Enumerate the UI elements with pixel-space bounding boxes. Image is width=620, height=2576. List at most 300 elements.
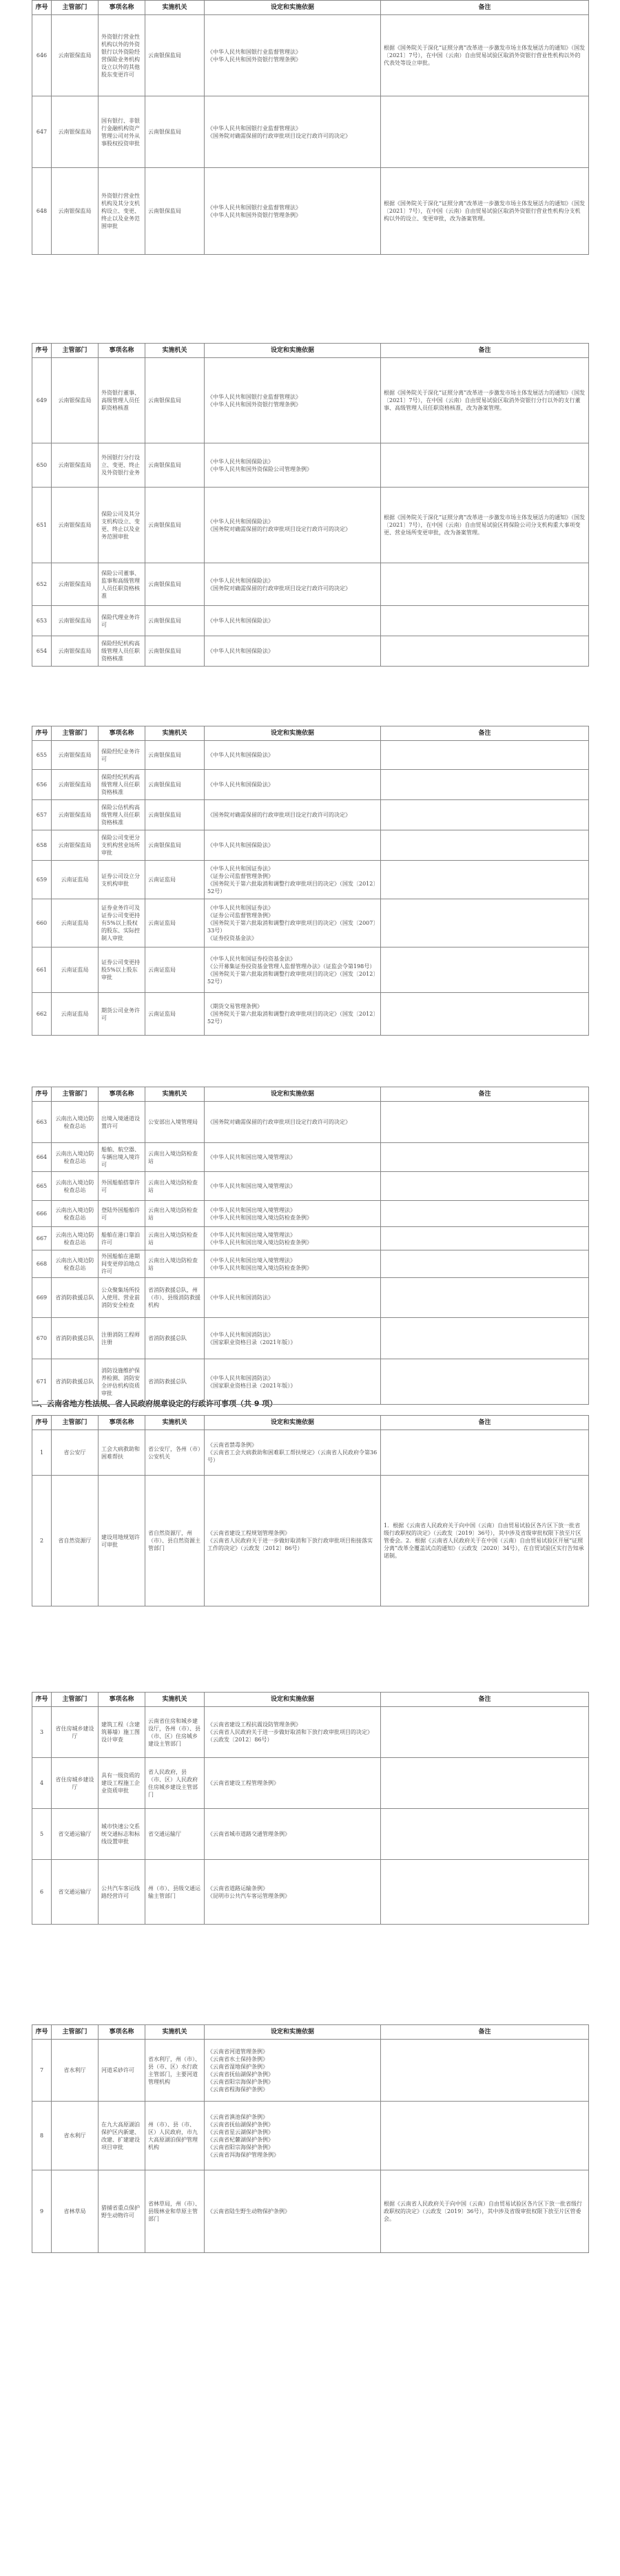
row-number: 7 [32, 2040, 52, 2102]
basis-line: 《中华人民共和国出境入境管理法》 [207, 1154, 296, 1160]
row-number: 660 [32, 899, 52, 947]
row-item-name: 外资银行董事、高级管理人员任职资格核准 [99, 358, 145, 443]
row-item-name: 建设用地规划许可审批 [99, 1476, 145, 1606]
row-note [381, 861, 589, 899]
row-number: 6 [32, 1860, 52, 1925]
row-number: 648 [32, 168, 52, 255]
table-row [32, 15, 589, 96]
basis-line: 《证券公司监督管理条例》 [207, 912, 273, 919]
table-block [32, 2024, 588, 2253]
row-department: 云南证监局 [52, 861, 99, 899]
row-authority: 云南证监局 [145, 947, 205, 993]
row-number: 646 [32, 15, 52, 96]
row-authority: 云南出入境边防检查站 [145, 1201, 205, 1227]
basis-line: 《云南省阳宗海保护条例》 [207, 2078, 273, 2085]
header-dept: 主管部门 [52, 1693, 99, 1707]
header-org: 实施机关 [145, 344, 205, 358]
basis-line: 《中华人民共和国出境入境边防检查条例》 [207, 1264, 312, 1271]
row-number: 3 [32, 1707, 52, 1758]
header-dept: 主管部门 [52, 344, 99, 358]
row-basis [205, 488, 381, 563]
table-block [32, 1087, 588, 1405]
row-basis [205, 770, 381, 800]
section-title: 二、云南省地方性法规、省人民政府规章设定的行政许可事项（共 9 项） [32, 1399, 278, 1408]
row-basis [205, 993, 381, 1036]
header-note: 备注 [381, 1693, 589, 1707]
basis-line: 《云南省禁毒条例》 [207, 1442, 257, 1448]
header-item: 事项名称 [99, 2025, 145, 2040]
row-department: 云南银保监局 [52, 800, 99, 830]
row-department: 云南银保监局 [52, 830, 99, 861]
row-department: 省消防救援总队 [52, 1278, 99, 1318]
row-note [381, 1318, 589, 1359]
basis-line: 《云南省星云湖保护条例》 [207, 2128, 273, 2135]
row-basis [205, 1758, 381, 1809]
row-item-name: 保险公估机构高级管理人员任职资格核准 [99, 800, 145, 830]
row-department: 云南出入境边防检查总站 [52, 1172, 99, 1201]
row-authority: 省林草局，州（市）、县级林业和草原主管部门 [145, 2170, 205, 2253]
row-authority: 省消防救援总队，州（市）、县级消防救援机构 [145, 1278, 205, 1318]
row-authority: 云南银保监局 [145, 15, 205, 96]
header-basis: 设定和实施依据 [205, 1693, 381, 1707]
row-basis [205, 2102, 381, 2170]
table-row [32, 993, 589, 1036]
header-dept: 主管部门 [52, 1087, 99, 1102]
row-number: 659 [32, 861, 52, 899]
basis-line: 《云南省阳宗海保护条例》 [207, 2144, 273, 2150]
row-item-name: 外国船舶搭靠许可 [99, 1172, 145, 1201]
table-row [32, 168, 589, 255]
basis-line: 《中华人民共和国出境入境管理法》 [207, 1231, 296, 1238]
header-org: 实施机关 [145, 1693, 205, 1707]
row-note [381, 1250, 589, 1278]
row-department: 云南银保监局 [52, 741, 99, 770]
header-item: 事项名称 [99, 1, 145, 15]
row-authority: 云南银保监局 [145, 358, 205, 443]
row-item-name: 保险经纪机构高级管理人员任职资格核准 [99, 636, 145, 667]
row-authority: 省交通运输厅 [145, 1809, 205, 1860]
row-note [381, 800, 589, 830]
row-authority: 云南银保监局 [145, 800, 205, 830]
header-row [32, 1087, 589, 1102]
basis-line: 《中华人民共和国银行业监督管理法》 [207, 204, 301, 211]
row-note: 1．根据《云南省人民政府关于向中国（云南）自由贸易试验区各片区下放一批省级行政职权的决定》（云政发〔2019〕36号），其中涉及省级审批权限下放至片区管委会。2．根据《云南省人民政府关于在中国（云南）自由贸易试验区开展“证照分离”改革全覆盖试点的通知》（云政发〔2020〕34号），在自贸试验区实行告知承诺制。 [381, 1476, 589, 1606]
header-basis: 设定和实施依据 [205, 1416, 381, 1430]
table-row [32, 1102, 589, 1143]
row-department: 云南出入境边防检查总站 [52, 1250, 99, 1278]
header-row [32, 2025, 589, 2040]
row-department: 云南银保监局 [52, 443, 99, 488]
basis-line: 《云南省程海保护条例》 [207, 2086, 268, 2093]
row-number: 651 [32, 488, 52, 563]
row-basis [205, 1860, 381, 1925]
permit-table [32, 726, 589, 1036]
row-item-name: 证券公司变更持股5%以上股东审批 [99, 947, 145, 993]
row-department: 云南银保监局 [52, 96, 99, 168]
table-row [32, 488, 589, 563]
header-row [32, 344, 589, 358]
row-note [381, 443, 589, 488]
row-department: 云南银保监局 [52, 15, 99, 96]
header-org: 实施机关 [145, 1087, 205, 1102]
row-department: 省住房城乡建设厅 [52, 1758, 99, 1809]
row-item-name: 保险经纪业务许可 [99, 741, 145, 770]
row-item-name: 出境入境通道设置许可 [99, 1102, 145, 1143]
row-department: 云南出入境边防检查总站 [52, 1227, 99, 1250]
table-block [32, 343, 588, 667]
header-basis: 设定和实施依据 [205, 726, 381, 741]
table-row [32, 96, 589, 168]
row-authority: 云南银保监局 [145, 636, 205, 667]
row-basis [205, 1707, 381, 1758]
row-authority: 省水利厅，州（市）、县（市、区）水行政主管部门，主要河道管理机构 [145, 2040, 205, 2102]
table-row [32, 1809, 589, 1860]
row-number: 652 [32, 563, 52, 606]
row-basis [205, 830, 381, 861]
table-block [32, 1692, 588, 1925]
row-department: 云南银保监局 [52, 358, 99, 443]
row-item-name: 保险代理业务许可 [99, 606, 145, 636]
row-basis [205, 1809, 381, 1860]
row-authority: 云南银保监局 [145, 830, 205, 861]
row-item-name: 建筑工程（含建筑幕墙）施工图设计审查 [99, 1707, 145, 1758]
row-item-name: 猎捕省重点保护野生动物许可 [99, 2170, 145, 2253]
row-number: 667 [32, 1227, 52, 1250]
row-basis [205, 2170, 381, 2253]
row-authority: 云南银保监局 [145, 96, 205, 168]
row-basis [205, 1278, 381, 1318]
header-item: 事项名称 [99, 1416, 145, 1430]
row-department: 省自然资源厅 [52, 1476, 99, 1606]
row-basis [205, 443, 381, 488]
row-authority: 省人民政府，县（市、区）人民政府住房城乡建设主管部门 [145, 1758, 205, 1809]
table-row [32, 899, 589, 947]
basis-line: 《国家职业资格目录（2021年版）》 [207, 1339, 296, 1345]
row-number: 670 [32, 1318, 52, 1359]
row-number: 665 [32, 1172, 52, 1201]
row-basis [205, 947, 381, 993]
basis-line: 《国务院关于第六批取消和调整行政审批项目的决定》（国发〔2012〕52号） [207, 970, 376, 985]
basis-line: 《中华人民共和国保险法》 [207, 518, 273, 525]
basis-line: 《中华人民共和国银行业监督管理法》 [207, 48, 301, 55]
row-authority: 云南出入境边防检查站 [145, 1143, 205, 1172]
basis-line: 《中华人民共和国银行业监督管理法》 [207, 125, 301, 132]
header-note: 备注 [381, 344, 589, 358]
row-item-name: 具有一级资质的建设工程施工企业资质审批 [99, 1758, 145, 1809]
row-item-name: 注册消防工程师注册 [99, 1318, 145, 1359]
basis-line: 《中华人民共和国出境入境管理法》 [207, 1183, 296, 1189]
header-basis: 设定和实施依据 [205, 344, 381, 358]
table-block [32, 1415, 588, 1606]
header-seq: 序号 [32, 1087, 52, 1102]
permit-table [32, 2024, 589, 2253]
basis-line: 《云南省滇池保护条例》 [207, 2113, 268, 2120]
header-org: 实施机关 [145, 1416, 205, 1430]
row-authority: 云南银保监局 [145, 443, 205, 488]
row-note [381, 993, 589, 1036]
basis-line: 《中华人民共和国出境入境管理法》 [207, 1206, 296, 1213]
row-note [381, 1172, 589, 1201]
row-note [381, 96, 589, 168]
row-basis [205, 1476, 381, 1606]
row-item-name: 在九大高原湖泊保护区内新建、改建、扩建建设项目审批 [99, 2102, 145, 2170]
row-authority: 省公安厅，各州（市）公安机关 [145, 1430, 205, 1476]
row-note [381, 1758, 589, 1809]
basis-line: 《中华人民共和国证券法》 [207, 865, 273, 872]
row-note: 根据《云南省人民政府关于向中国（云南）自由贸易试验区各片区下放一批省级行政职权的决定》（云政发〔2019〕36号），其中涉及省级审批权限下放至片区管委会。 [381, 2170, 589, 2253]
basis-line: 《公开募集证券投资基金管理人监督管理办法》（证监会令第198号） [207, 963, 375, 970]
row-department: 云南银保监局 [52, 563, 99, 606]
table-row [32, 830, 589, 861]
basis-line: 《中华人民共和国保险法》 [207, 577, 273, 584]
row-number: 671 [32, 1359, 52, 1405]
header-org: 实施机关 [145, 726, 205, 741]
header-dept: 主管部门 [52, 2025, 99, 2040]
row-basis [205, 1250, 381, 1278]
row-item-name: 保险公司董事、监事和高级管理人员任职资格核准 [99, 563, 145, 606]
row-number: 650 [32, 443, 52, 488]
basis-line: 《期货交易管理条例》 [207, 1003, 262, 1009]
row-number: 8 [32, 2102, 52, 2170]
header-basis: 设定和实施依据 [205, 1, 381, 15]
basis-line: 《中华人民共和国外资银行管理条例》 [207, 56, 301, 63]
row-number: 5 [32, 1809, 52, 1860]
row-department: 云南银保监局 [52, 168, 99, 255]
row-note [381, 947, 589, 993]
header-note: 备注 [381, 1416, 589, 1430]
table-row [32, 1318, 589, 1359]
row-number: 668 [32, 1250, 52, 1278]
basis-line: 《中华人民共和国证券法》 [207, 905, 273, 911]
row-note [381, 1707, 589, 1758]
basis-line: 《中华人民共和国出境入境边防检查条例》 [207, 1214, 312, 1221]
row-department: 省消防救援总队 [52, 1359, 99, 1405]
header-seq: 序号 [32, 1693, 52, 1707]
row-department: 云南银保监局 [52, 636, 99, 667]
row-department: 省水利厅 [52, 2040, 99, 2102]
header-basis: 设定和实施依据 [205, 2025, 381, 2040]
row-basis [205, 358, 381, 443]
basis-line: 《国务院对确需保留的行政审批项目设定行政许可的决定》 [207, 585, 351, 591]
row-item-name: 船舶、航空器、车辆出境入境许可 [99, 1143, 145, 1172]
row-item-name: 外资银行营业性机构以外的外资银行以外资险经营保险业务机构设立以外的其他股东变更许可 [99, 15, 145, 96]
basis-line: 《证券公司监督管理条例》 [207, 872, 273, 879]
header-dept: 主管部门 [52, 1, 99, 15]
basis-line: 《云南省抚仙湖保护条例》 [207, 2121, 273, 2128]
basis-line: 《中华人民共和国出境入境边防检查条例》 [207, 1239, 312, 1246]
basis-line: 《云南省人民政府关于进一步做好取消和下放行政审批项目的决定》（云政发〔2012〕86号） [207, 1729, 373, 1743]
row-item-name: 保险经纪机构高级管理人员任职资格核准 [99, 770, 145, 800]
basis-line: 《国务院关于第六批取消和调整行政审批项目的决定》（国发〔2012〕52号） [207, 1011, 376, 1025]
row-number: 4 [32, 1758, 52, 1809]
basis-line: 《云南省建设工程管理条例》 [207, 1780, 279, 1786]
row-basis [205, 800, 381, 830]
basis-line: 《国务院关于第六批取消和调整行政审批项目的决定》（国发〔2012〕52号） [207, 880, 376, 894]
row-item-name: 外国银行分行设立、变更、终止及外资银行业务 [99, 443, 145, 488]
header-row [32, 1693, 589, 1707]
row-department: 云南银保监局 [52, 488, 99, 563]
table-row [32, 358, 589, 443]
header-org: 实施机关 [145, 1, 205, 15]
row-department: 省交通运输厅 [52, 1860, 99, 1925]
row-department: 云南证监局 [52, 993, 99, 1036]
header-item: 事项名称 [99, 726, 145, 741]
basis-line: 《中华人民共和国外资银行管理条例》 [207, 211, 301, 218]
row-number: 654 [32, 636, 52, 667]
row-authority: 云南出入境边防检查站 [145, 1172, 205, 1201]
table-row [32, 1201, 589, 1227]
row-authority: 云南银保监局 [145, 563, 205, 606]
table-row [32, 2040, 589, 2102]
row-basis [205, 636, 381, 667]
basis-line: 《云南省洱海保护管理条例》 [207, 2151, 279, 2158]
row-basis [205, 563, 381, 606]
basis-line: 《中华人民共和国保险法》 [207, 648, 273, 654]
header-basis: 设定和实施依据 [205, 1087, 381, 1102]
table-row [32, 947, 589, 993]
basis-line: 《国家职业资格目录（2021年版）》 [207, 1382, 296, 1389]
table-row [32, 1250, 589, 1278]
header-seq: 序号 [32, 2025, 52, 2040]
header-seq: 序号 [32, 1416, 52, 1430]
basis-line: 《云南省水土保持条例》 [207, 2055, 268, 2062]
row-basis [205, 1172, 381, 1201]
row-number: 1 [32, 1430, 52, 1476]
row-number: 663 [32, 1102, 52, 1143]
row-department: 云南证监局 [52, 947, 99, 993]
row-item-name: 公众聚集场所投入使用、营业前消防安全检查 [99, 1278, 145, 1318]
row-authority: 云南银保监局 [145, 488, 205, 563]
table-row [32, 563, 589, 606]
row-basis [205, 168, 381, 255]
row-item-name: 保险公司及其分支机构设立、变更、终止以及业务范围审批 [99, 488, 145, 563]
row-department: 省公安厅 [52, 1430, 99, 1476]
row-item-name: 消防设施维护保养检测、消防安全评估机构资质审批 [99, 1359, 145, 1405]
row-department: 云南银保监局 [52, 606, 99, 636]
row-note [381, 606, 589, 636]
row-note [381, 1227, 589, 1250]
row-department: 云南出入境边防检查总站 [52, 1143, 99, 1172]
row-number: 658 [32, 830, 52, 861]
table-row [32, 1758, 589, 1809]
table-row [32, 770, 589, 800]
basis-line: 《昆明市公共汽车客运管理条例》 [207, 1892, 290, 1899]
header-seq: 序号 [32, 726, 52, 741]
basis-line: 《中华人民共和国出境入境管理法》 [207, 1257, 296, 1264]
row-department: 省住房城乡建设厅 [52, 1707, 99, 1758]
basis-line: 《中华人民共和国外资银行管理条例》 [207, 401, 301, 408]
row-item-name: 国有银行、非银行金融机构资产管理公司对外从事股权投资审批 [99, 96, 145, 168]
row-item-name: 城市快速公交系统交通标志和标线设置审批 [99, 1809, 145, 1860]
permit-table [32, 343, 589, 667]
row-basis [205, 899, 381, 947]
row-note [381, 1143, 589, 1172]
row-number: 666 [32, 1201, 52, 1227]
basis-line: 《国务院对确需保留的行政审批项目设定行政许可的决定》 [207, 812, 351, 818]
row-authority: 云南证监局 [145, 861, 205, 899]
row-basis [205, 1201, 381, 1227]
header-dept: 主管部门 [52, 726, 99, 741]
basis-line: 《证券投资基金法》 [207, 935, 257, 941]
row-number: 662 [32, 993, 52, 1036]
row-number: 655 [32, 741, 52, 770]
row-item-name: 期货公司业务许可 [99, 993, 145, 1036]
basis-line: 《国务院对确需保留的行政审批项目设定行政许可的决定》 [207, 1119, 351, 1125]
basis-line: 《云南省河道管理条例》 [207, 2048, 268, 2055]
row-note [381, 1201, 589, 1227]
row-note [381, 563, 589, 606]
row-basis [205, 96, 381, 168]
row-authority: 云南出入境边防检查站 [145, 1250, 205, 1278]
table-row [32, 443, 589, 488]
table-row [32, 1860, 589, 1925]
table-row [32, 1476, 589, 1606]
table-row [32, 2102, 589, 2170]
basis-line: 《中华人民共和国消防法》 [207, 1374, 273, 1381]
basis-line: 《云南省建设工程抗震设防管理条例》 [207, 1721, 301, 1728]
row-authority: 云南银保监局 [145, 741, 205, 770]
row-authority: 省消防救援总队 [145, 1318, 205, 1359]
header-note: 备注 [381, 1, 589, 15]
basis-line: 《云南省人民政府关于进一步做好取消和下放行政审批项目衔接落实工作的决定》（云政发〔2012〕86号） [207, 1538, 373, 1551]
row-number: 656 [32, 770, 52, 800]
row-note [381, 1278, 589, 1318]
row-note [381, 770, 589, 800]
row-basis [205, 15, 381, 96]
permit-table [32, 1087, 589, 1405]
row-item-name: 河道采砂许可 [99, 2040, 145, 2102]
header-note: 备注 [381, 2025, 589, 2040]
header-dept: 主管部门 [52, 1416, 99, 1430]
basis-line: 《云南省陆生野生动物保护条例》 [207, 2208, 290, 2214]
row-number: 647 [32, 96, 52, 168]
row-number: 664 [32, 1143, 52, 1172]
basis-line: 《云南省抚仙湖保护条例》 [207, 2071, 273, 2077]
row-item-name: 外资银行营业性机构及其分支机构设立、变更、终止以及业务范围审批 [99, 168, 145, 255]
row-basis [205, 606, 381, 636]
row-authority: 云南省住房和城乡建设厅，各州（市）、县（市、区）住房城乡建设主管部门 [145, 1707, 205, 1758]
table-block [32, 726, 588, 1036]
basis-line: 《中华人民共和国证券投资基金法》 [207, 955, 296, 962]
row-number: 2 [32, 1476, 52, 1606]
basis-line: 《中华人民共和国银行业监督管理法》 [207, 393, 301, 400]
row-note [381, 1860, 589, 1925]
row-note: 根据《国务院关于深化“证照分离”改革进一步激发市场主体发展活力的通知》（国发〔2021〕7号），在中国（云南）自由贸易试验区取消外资银行营业性机构分支机构以外的设立、变更审批，改为备案管理。 [381, 168, 589, 255]
table-row [32, 2170, 589, 2253]
row-basis [205, 741, 381, 770]
basis-line: 《中华人民共和国保险法》 [207, 842, 273, 848]
row-note [381, 1430, 589, 1476]
header-row [32, 726, 589, 741]
row-department: 省林草局 [52, 2170, 99, 2253]
row-item-name: 公共汽车客运线路经营许可 [99, 1860, 145, 1925]
header-row [32, 1, 589, 15]
row-item-name: 证券公司设立分支机构审批 [99, 861, 145, 899]
table-row [32, 1227, 589, 1250]
row-basis [205, 2040, 381, 2102]
basis-line: 《中华人民共和国保险法》 [207, 458, 273, 465]
row-number: 669 [32, 1278, 52, 1318]
header-item: 事项名称 [99, 1693, 145, 1707]
row-item-name: 证券业务许可及证券公司变更持有5%以上股权的股东、实际控制人审批 [99, 899, 145, 947]
header-item: 事项名称 [99, 344, 145, 358]
row-note [381, 899, 589, 947]
header-seq: 序号 [32, 344, 52, 358]
row-department: 云南出入境边防检查总站 [52, 1201, 99, 1227]
basis-line: 《云南省建设工程规划管理条例》 [207, 1530, 290, 1536]
row-department: 云南出入境边防检查总站 [52, 1102, 99, 1143]
row-number: 649 [32, 358, 52, 443]
